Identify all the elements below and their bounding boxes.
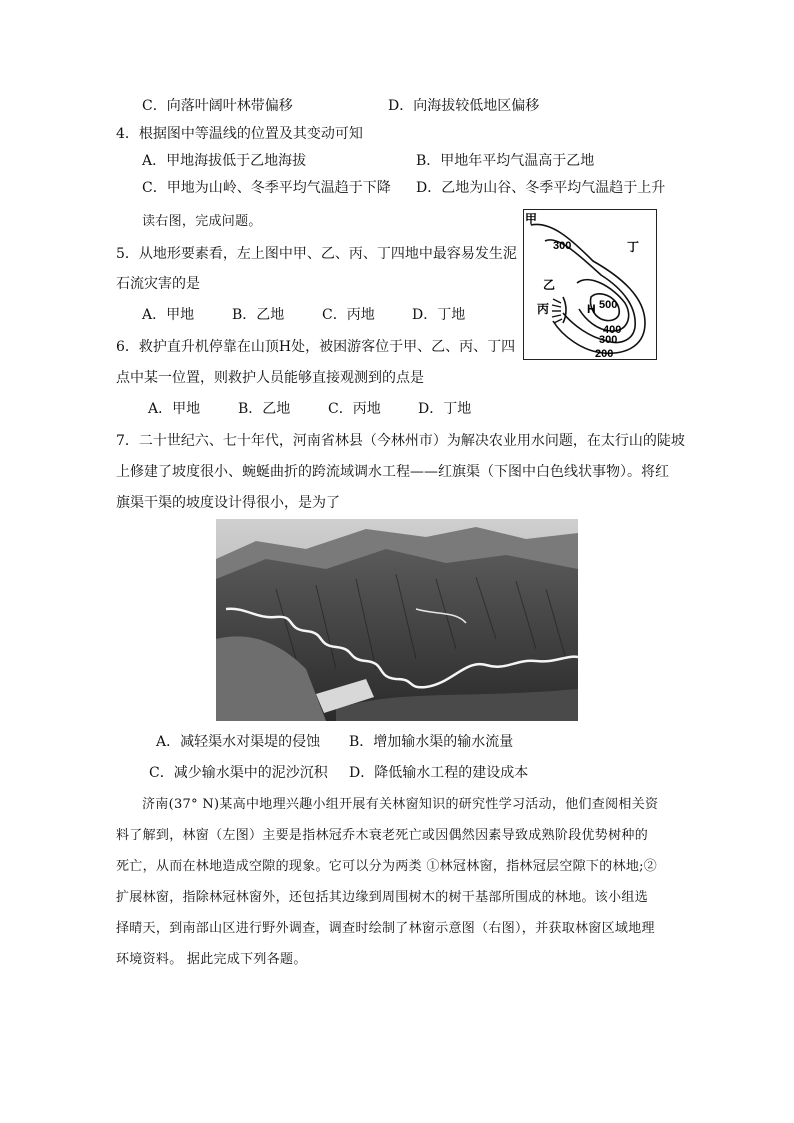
q4-stem: 4．根据图中等温线的位置及其变动可知 <box>116 126 363 142</box>
q5-option-c: C．丙地 <box>322 307 375 323</box>
passage-line1: 济南(37° N)某高中地理兴趣小组开展有关林窗知识的研究性学习活动，他们查阅相关资 <box>142 797 659 812</box>
q5-stem-line2: 石流灾害的是 <box>116 276 200 292</box>
value-200: 200 <box>595 348 614 360</box>
q7-stem-line3: 旗渠干渠的坡度设计得很小，是为了 <box>116 495 340 511</box>
q7-option-b: B．增加输水渠的输水流量 <box>349 734 514 750</box>
figure-intro: 读右图，完成问题。 <box>142 214 262 229</box>
q7-option-c: C．减少输水渠中的泥沙沉积 <box>149 765 328 781</box>
label-bing: 丙 <box>537 302 550 316</box>
value-400: 400 <box>603 324 622 336</box>
q6-option-b: B．乙地 <box>238 401 291 417</box>
contour-map-figure <box>523 209 657 360</box>
q6-stem-line2: 点中某一位置，则救护人员能够直接观测到的点是 <box>116 370 424 386</box>
passage-line5: 择晴天，到南部山区进行野外调查，调查时绘制了林窗示意图（右图），并获取林窗区域地理 <box>116 921 655 936</box>
label-jia: 甲 <box>525 212 538 226</box>
hongqi-canal-photo <box>216 519 578 721</box>
q4-option-c: C．甲地为山岭、冬季平均气温趋于下降 <box>142 180 391 196</box>
label-yi: 乙 <box>543 278 556 292</box>
q5-stem-line1: 5．从地形要素看，左上图中甲、乙、丙、丁四地中最容易发生泥 <box>116 246 517 262</box>
q6-stem-line1: 6．救护直升机停靠在山顶H处，被困游客位于甲、乙、丙、丁四 <box>116 339 516 355</box>
q4-option-d: D．乙地为山谷、冬季平均气温趋于上升 <box>416 180 666 196</box>
value-300-top: 300 <box>553 240 572 252</box>
passage-line2: 料了解到，林窗（左图）主要是指林冠乔木衰老死亡或因偶然因素导致成熟阶段优势树种的 <box>116 828 649 843</box>
q6-option-d: D．丁地 <box>418 401 472 417</box>
q4-option-a: A．甲地海拔低于乙地海拔 <box>142 153 307 169</box>
value-300: 300 <box>599 334 618 346</box>
q6-option-c: C．丙地 <box>328 401 381 417</box>
q4-option-b: B．甲地年平均气温高于乙地 <box>416 153 595 169</box>
passage-line6: 环境资料。 据此完成下列各题。 <box>116 952 307 967</box>
passage-line3: 死亡，从而在林地造成空隙的现象。它可以分为两类 ①林冠林窗，指林冠层空隙下的林地;② <box>116 859 658 874</box>
q7-option-d: D．降低输水工程的建设成本 <box>349 765 529 781</box>
q5-option-d: D．丁地 <box>412 307 466 323</box>
q7-option-a: A．减轻渠水对渠堤的侵蚀 <box>156 734 321 750</box>
value-500: 500 <box>599 299 618 311</box>
q5-option-b: B．乙地 <box>232 307 285 323</box>
q3-option-c: C．向落叶阔叶林带偏移 <box>142 98 293 114</box>
q5-option-a: A．甲地 <box>142 307 195 323</box>
q3-option-d: D．向海拔较低地区偏移 <box>388 98 540 114</box>
label-peak-h: H <box>587 302 596 316</box>
q6-option-a: A．甲地 <box>148 401 201 417</box>
q7-stem-line1: 7．二十世纪六、七十年代，河南省林县（今林州市）为解决农业用水问题，在太行山的陡坡 <box>116 433 685 449</box>
q7-stem-line2: 上修建了坡度很小、蜿蜒曲折的跨流域调水工程——红旗渠（下图中白色线状事物）。将红 <box>116 464 669 480</box>
passage-line4: 扩展林窗，指除林冠林窗外，还包括其边缘到周围树木的树干基部所围成的林地。该小组选 <box>116 890 649 905</box>
label-ding: 丁 <box>627 240 640 254</box>
